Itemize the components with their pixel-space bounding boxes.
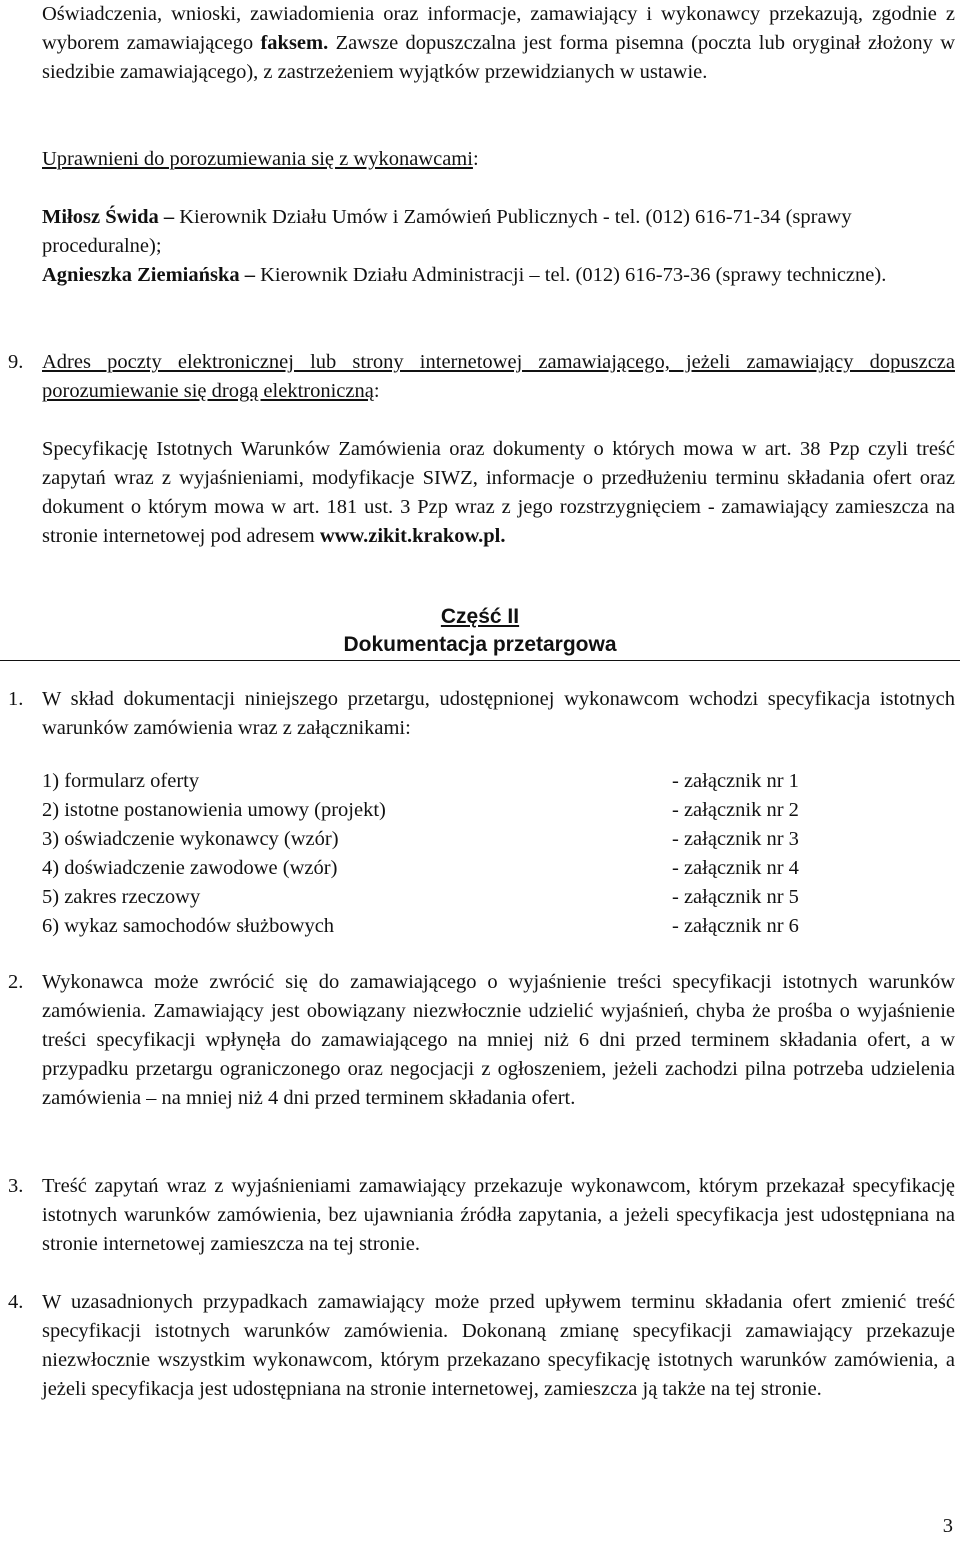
list-item — [42, 767, 842, 796]
contact-person-2-name: Agnieszka Ziemiańska – — [42, 264, 255, 286]
attachment-annex: - załącznik nr 6 — [672, 915, 799, 937]
attachment-label: 5) zakres rzeczowy — [42, 886, 201, 908]
p1-number: 1. — [8, 688, 24, 710]
section-9-body-text: Specyfikację Istotnych Warunków Zamówienia oraz dokumenty o których mowa w art. 38 Pzp czyli treść zapytań wraz z wyjaśnieniami, modyfikacje SIWZ, informacje o przedłużeniu terminu składania ofert oraz dokument o którym mowa w art. 181 ust. 3 Pzp wraz z jego rozstrzygnięciem - zamawiający zamieszcza na stronie internetowej pod adresem — [42, 438, 955, 547]
section-9-heading-text: Adres poczty elektronicznej lub strony internetowej zamawiającego, jeżeli zamawiający dopuszcza porozumiewanie się drogą elektroniczną — [42, 351, 955, 402]
contacts-heading-text: Uprawnieni do porozumiewania się z wykonawcami — [42, 148, 473, 170]
attachment-label: 6) wykaz samochodów służbowych — [42, 915, 335, 937]
section-divider — [0, 660, 960, 661]
attachment-annex: - załącznik nr 1 — [672, 770, 799, 792]
attachment-label: 4) doświadczenie zawodowe (wzór) — [42, 857, 338, 879]
attachment-label: 2) istotne postanowienia umowy (projekt) — [42, 799, 386, 821]
section-9-body — [42, 435, 955, 551]
intro-text-2: Zawsze dopuszczalna jest forma pisemna (poczta lub oryginał złożony w siedzibie zamawiającego), z zastrzeżeniem wyjątków przewidzianych w ustawie. — [42, 32, 956, 83]
part-subtitle: Dokumentacja przetargowa — [343, 633, 617, 656]
p2-number: 2. — [8, 971, 24, 993]
contact-person-2 — [42, 261, 955, 290]
contact-person-1-desc: Kierownik Działu Umów i Zamówień Publicznych - tel. (012) 616-71-34 (sprawy proceduralne); — [42, 206, 852, 257]
intro-paragraph — [42, 0, 955, 87]
attachments-list — [42, 767, 842, 941]
contact-person-1 — [42, 203, 955, 261]
contact-person-2-desc: Kierownik Działu Administracji – tel. (012) 616-73-36 (sprawy techniczne). — [255, 264, 887, 286]
p4-text: W uzasadnionych przypadkach zamawiający może przed upływem terminu składania ofert zmienić treść specyfikacji istotnych warunków zamówienia. Dokonaną zmianę specyfikacji zamawiający przekazuje niezwłocznie wszystkim wykonawcom, którym przekazano specyfikację istotnych warunków zamówienia, a jeżeli specyfikacja jest udostępniana na stronie internetowej, zamieszcza ją także na tej stronie. — [42, 1291, 955, 1400]
attachment-annex: - załącznik nr 5 — [672, 886, 799, 908]
list-item — [42, 883, 842, 912]
list-item — [42, 825, 842, 854]
section-9-heading — [42, 348, 955, 406]
list-item — [42, 796, 842, 825]
attachment-annex: - załącznik nr 4 — [672, 857, 799, 879]
attachment-label: 1) formularz oferty — [42, 770, 200, 792]
list-item — [42, 854, 842, 883]
intro-text: Oświadczenia, wnioski, zawiadomienia oraz informacje, zamawiający i wykonawcy przekazują, zgodnie z wyborem zamawiającego — [42, 3, 955, 54]
p3-text: Treść zapytań wraz z wyjaśnieniami zamawiający przekazuje wykonawcom, którym przekazał specyfikację istotnych warunków zamówienia, bez ujawniania źródła zapytania, a jeżeli specyfikacja jest udostępniana na stronie internetowej zamieszcza na tej stronie. — [42, 1175, 955, 1255]
fax-emphasis: faksem. — [260, 32, 329, 54]
p3-number: 3. — [8, 1175, 24, 1197]
section-9-heading-colon: : — [373, 380, 380, 402]
contacts-heading — [42, 145, 955, 174]
list-item — [42, 912, 842, 941]
section-9-number: 9. — [8, 351, 24, 373]
contacts-heading-colon: : — [472, 148, 479, 170]
page-number: 3 — [942, 1515, 953, 1537]
contact-person-1-name: Miłosz Świda – — [42, 206, 175, 228]
part-title-text: Część II — [440, 605, 520, 628]
attachment-annex: - załącznik nr 3 — [672, 828, 799, 850]
attachment-annex: - załącznik nr 2 — [672, 799, 799, 821]
attachment-label: 3) oświadczenie wykonawcy (wzór) — [42, 828, 339, 850]
p4-number: 4. — [8, 1291, 24, 1313]
part-title — [0, 603, 960, 631]
p2-text: Wykonawca może zwrócić się do zamawiającego o wyjaśnienie treści specyfikacji istotnych warunków zamówienia. Zamawiający jest obowiązany niezwłocznie udzielić wyjaśnień, chyba że prośba o wyjaśnienie treści specyfikacji wpłynęła do zamawiającego na mniej niż 6 dni przed terminem składania ofert, a w przypadku przetargu ograniczonego oraz negocjacji z ogłoszeniem, jeżeli zachodzi pilna potrzeba udzielenia zamówienia – na mniej niż 4 dni przed terminem składania ofert. — [42, 971, 955, 1109]
p1-text: W skład dokumentacji niniejszego przetargu, udostępnionej wykonawcom wchodzi specyfikacja istotnych warunków zamówienia wraz z załącznikami: — [42, 688, 955, 739]
website-url: www.zikit.krakow.pl. — [319, 525, 506, 547]
